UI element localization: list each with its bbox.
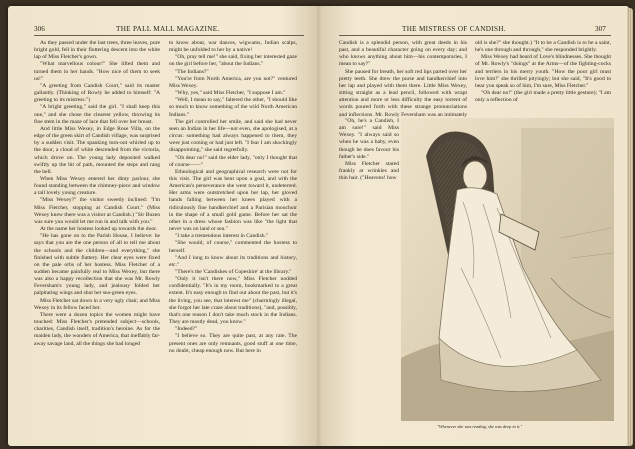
paragraph: "Only it isn't there now," Miss Fletcher nodded confidentially. "It's in my room, bookmarked to a great extent. It's easy enough to find out about the past, but it's the living, you see, that interest me" (charmingly illegal, she forgot her late craze about traditions), "and, possibly, that's one reason I don't take much stock in the Indians. They are mostly dead, you know.": [169, 276, 297, 326]
paragraph: "Indeed?": [175, 326, 198, 333]
paragraph: old is she?" she thought.) "It to be a Candish is to be a saint, he's one through and through," she responded brightly.: [475, 40, 611, 54]
text-column-right-1-wrap: [339, 118, 399, 280]
text-column-left-2: [169, 40, 297, 442]
paragraph: to know about, war dances, wigwams, Indian scalps, might be unfolded to her by a native!: [169, 40, 297, 54]
paragraph: "Why, yes," said Miss Fletcher, "I suppose I am.": [175, 90, 286, 97]
paragraph: "Miss Wexey?" the visitor sweetly inclined: "I'm Miss Fletcher, stopping at Candish Court." (Miss Wexey knew there was a visitor at Candish.) "Sir Buzen was sure you would let me run in and talk with you.": [34, 197, 160, 225]
paragraph: At the name her hostess looked up towards the door.: [40, 226, 158, 233]
right-page: [319, 6, 629, 446]
paragraph: "Oh dear no!" said the elder lady, "only I thought that of course——": [169, 154, 297, 168]
paragraph: Miss Fletcher stared frankly at wrinkles and thin hair. ("Heavens! how: [339, 160, 399, 182]
paragraph: "Oh dear no!" (the girl made a pretty little gesture); "I am only a reflection of: [475, 90, 611, 104]
paragraph: Candish is a splendid person, with great deeds in his past, and a beautiful character going on every day; and who knows anything about him—his contemporaries, I mean to say?": [339, 40, 467, 68]
paragraph: As they passed under the last trees, three leaves, pure bright gold, fell in their fluttering descent into the white lap of Miss Fletcher's gown.: [34, 40, 160, 61]
text-column-right-1-top: [339, 40, 467, 118]
paragraph: She paused for breath, her soft red lips parted over her pretty teeth. She drew the purse and handkerchief into her lap and played with them there. Little Miss Wexey, sitting straight as a lead pencil, followed with wrapt attention and more or less difficulty the easy torrent of words poured forth with these strange pronunciations and inflections. Mr. Rowly Feversham was an intimately: [339, 68, 467, 118]
paragraph: "The Indians?": [175, 68, 209, 75]
illustration-caption: "Whenever she was reading, she was deep in it.": [437, 424, 523, 429]
header-rule-left: [34, 35, 304, 36]
header-rule-right: [339, 35, 611, 36]
reading-woman-illustration: [401, 118, 614, 421]
text-column-right-2: [475, 40, 611, 118]
illustration-drawing: [401, 118, 614, 421]
paragraph: "She would, of course," commented the hostess to herself.: [169, 240, 297, 254]
page-number-right: 307: [595, 25, 606, 33]
paragraph: "A bright greeting," said the girl. "I shall keep this one," and she chose the clearest yellow, throwing its fine stem in the maze of lace that fell over her breast.: [34, 104, 160, 125]
running-header-right: THE MISTRESS OF CANDISH.: [402, 25, 506, 33]
page-number-left: 306: [34, 25, 45, 33]
paragraph: "You're from North America, are you not?" ventured Miss Wexey.: [169, 75, 297, 89]
paragraph: Miss Wexey had heard of Love's blindnesses. She thought of Mr. Rowly's "doings" at the Arms—of the fighting-cocks and terriers in his merry youth. "How the poor girl must love him!" she thrilled pityingly; but she said, "It's good to hear you speak so of him, I'm sure, Miss Fletcher.": [475, 54, 611, 89]
paragraph: Miss Fletcher sat down in a very ugly chair, and Miss Wexey in its fellow faced her.: [34, 297, 160, 311]
paragraph: When Miss Wexey entered her dinty parlour, she found standing between the chimney-piece and window a tall lovely young creature.: [34, 175, 160, 197]
paragraph: "I take a tremendous interest in Candish.": [175, 233, 269, 240]
paragraph: "There's the 'Candishes of Copeshire' at the library.": [175, 269, 292, 275]
paragraph: "Well, I mean to say," faltered the other, "I should like so much to know something of the wild North American Indians.": [169, 97, 297, 118]
paragraph: Ethnological and geographical research were not for this visit. The girl was bent upon a goal, and with the American's perseverance she went toward it, undeterred. Her arms were outstretched upon her lap, her gloved hands falling between her knees played with a ridiculously fine handkerchief and a Parisian mouchoir in the shape of a small gold game. Before her sat the other in a dress whose fashion was like "the light that never was on land or sea.": [169, 168, 297, 233]
paragraph: There were a dozen topics the women might have touched: Miss Fletcher's pretended subject—schools, charities, Candish itself, tradition's heroine. As for the maiden lady, the wonders of America, that ineffably far-away savage land, all the things she had longed: [34, 311, 160, 347]
paragraph: "Oh, pray tell me!" she said, fixing her interested gaze on the girl before her, "about the Indians.": [169, 54, 297, 68]
text-column-left-1: [34, 40, 160, 442]
paragraph: The girl controlled her smile, and said she had never seen an Indian in her life—not even, she apologised, at a circus: something had always happened to them, they were just coming or had just left. "I fear I am shockingly disappointing," she said regretfully.: [169, 118, 297, 154]
paragraph: "Oh, he's a Candish, I am sure!" said Miss Wexey. "I always said so when he was a baby, even though he does favour his father's side.": [339, 118, 399, 160]
paragraph: "And I long to know about its traditions and history, etc.": [169, 254, 297, 268]
paragraph: "What marvellous colour!" She lifted them and turned them in her hands. "How nice of them to seek us!": [34, 61, 160, 82]
paragraph: "He has gone on to the Parish House, I believe: he says that you are the one person of all to tell me about the schools and the children—and everything," she finished with subtle flattery. Her clear eyes were fixed on the pale orbs of her hostess. Miss Fletcher of a sudden became painfully real to Miss Wexey, but there was also a happy recollection that she was Mr. Rowly Feversham's young lady, and jealousy folded her palpitating wings and shut her sea-green eyes.: [34, 233, 160, 297]
left-page: [8, 6, 318, 446]
magazine-spread: [8, 6, 629, 446]
paragraph: "I believe so. They are quite past, at any rate. The present ones are only remnants, good stuff at one time, no doubt, cheap enough now. But here in: [169, 333, 297, 354]
paragraph: And little Miss Wexey, in Edge Rose Villa, on the edge of the green skirt of Candish village, was surprised by a sudden visit. The spanking turn-out whirled up to the door, a cloud of white descended from the victoria, which drove on. The young lady deposited walked swiftly up the bit of path, mounted the steps and rang the bell.: [34, 125, 160, 175]
paragraph: "A greeting from Candish Court," said its master gallantly. (Thinking of Rowly he added to himself: "A greeting to its mistress."): [34, 82, 160, 104]
running-header-left: THE PALL MALL MAGAZINE.: [116, 25, 220, 33]
